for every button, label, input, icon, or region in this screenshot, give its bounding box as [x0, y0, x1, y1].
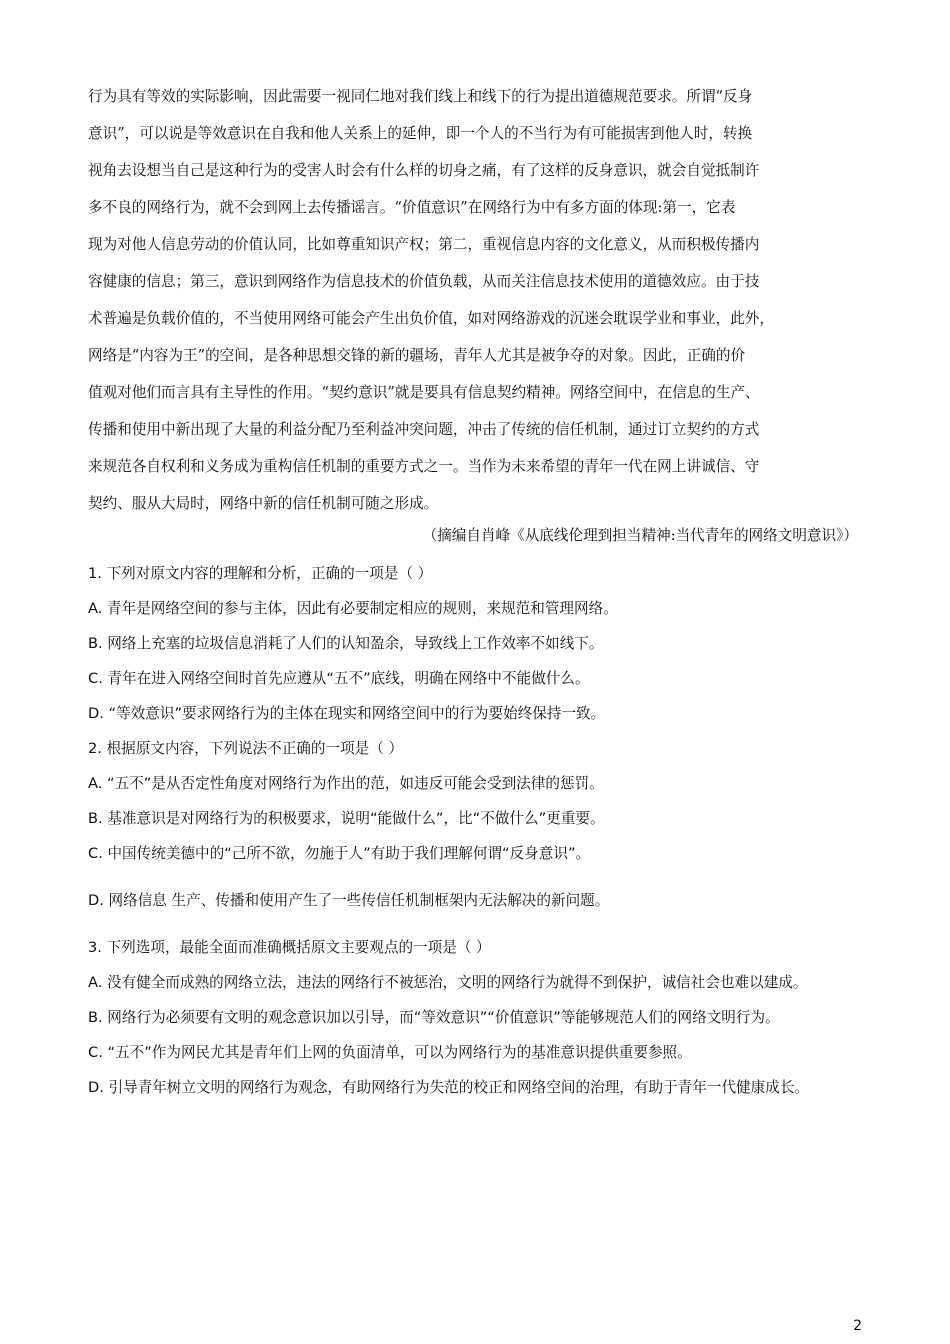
option-d: D. “等效意识”要求网络行为的主体在现实和网络空间中的行为要始终保持一致。: [88, 705, 606, 722]
question-1: [88, 556, 870, 731]
option-a: A. 青年是网络空间的参与主体，因此有必要制定相应的规则，来规范和管理网络。: [88, 600, 618, 617]
question-list: [88, 556, 870, 1105]
passage-line: 来规范各自权利和义务成为重构信任机制的重要方式之一。当作为未来希望的青年一代在网上讲诚信、守: [88, 458, 760, 475]
option-a: A. “五不”是从否定性角度对网络行为作出的范，如违反可能会受到法律的惩罚。: [88, 775, 604, 792]
passage-line: 容健康的信息；第三，意识到网络作为信息技术的价值负载，从而关注信息技术使用的道德效应。由于技: [88, 273, 760, 290]
passage-line: 值观对他们而言具有主导性的作用。“契约意识”就是要具有信息契约精神。网络空间中，在信息的生产、: [88, 384, 760, 401]
option-b: B. 网络行为必须要有文明的观念意识加以引导，而“等效意识”“价值意识”等能够规范人们的网络文明行为。: [88, 1009, 780, 1026]
passage-line: 视角去设想当自己是这种行为的受害人时会有什么样的切身之痛，有了这样的反身意识，就会自觉抵制许: [88, 162, 760, 179]
question-stem: 2. 根据原文内容，下列说法不正确的一项是（ ）: [88, 740, 404, 757]
option-c: C. 青年在进入网络空间时首先应遵从“五不”底线，明确在网络中不能做什么。: [88, 670, 590, 687]
page-number: 2: [853, 1318, 862, 1334]
option-c: C. “五不”作为网民尤其是青年们上网的负面清单，可以为网络行为的基准意识提供重要参照。: [88, 1044, 692, 1061]
question-2: [88, 731, 870, 930]
passage-line: 传播和使用中新出现了大量的利益分配乃至利益冲突问题，冲击了传统的信任机制，通过订立契约的方式: [88, 421, 760, 438]
passage-source: （摘编自肖峰《从底线伦理到担当精神:当代青年的网络文明意识》）: [422, 527, 858, 544]
option-b: B. 网络上充塞的垃圾信息消耗了人们的认知盈余，导致线上工作效率不如线下。: [88, 635, 604, 652]
passage-text: [88, 78, 868, 522]
option-c: C. 中国传统美德中的“己所不欲，勿施于人”有助于我们理解何谓“反身意识”。: [88, 845, 591, 862]
passage-line: 契约、服从大局时，网络中新的信任机制可随之形成。: [88, 495, 439, 512]
passage-line: 术普遍是负载价值的，不当使用网络可能会产生出负价值，如对网络游戏的沉迷会耽误学业和事业，此外，: [88, 310, 774, 327]
option-a: A. 没有健全而成熟的网络立法，违法的网络行不被惩治，文明的网络行为就得不到保护，诚信社会也难以建成。: [88, 974, 808, 991]
question-3: [88, 930, 870, 1105]
question-stem: 3. 下列选项，最能全面而准确概括原文主要观点的一项是（ ）: [88, 939, 491, 956]
passage-line: 意识”，可以说是等效意识在自我和他人关系上的延伸，即一个人的不当行为有可能损害到他人时，转换: [88, 125, 753, 142]
question-stem: 1. 下列对原文内容的理解和分析，正确的一项是（ ）: [88, 565, 433, 582]
option-b: B. 基准意识是对网络行为的积极要求，说明“能做什么”，比“不做什么”更重要。: [88, 810, 605, 827]
passage-line: 网络是“内容为王”的空间，是各种思想交锋的新的疆场，青年人尤其是被争夺的对象。因此，正确的价: [88, 347, 746, 364]
passage-line: 行为具有等效的实际影响，因此需要一视同仁地对我们线上和线下的行为提出道德规范要求。所谓“反身: [88, 88, 753, 105]
passage-line: 现为对他人信息劳动的价值认同，比如尊重知识产权；第二，重视信息内容的文化意义，从而积极传播内: [88, 236, 760, 253]
option-d: D. 引导青年树立文明的网络行为观念，有助网络行为失范的校正和网络空间的治理，有助于青年一代健康成长。: [88, 1079, 810, 1096]
passage-line: 多不良的网络行为，就不会到网上去传播谣言。“价值意识”在网络行为中有多方面的体现:第一，它表: [88, 199, 736, 216]
option-d: D. 网络信息 生产、传播和使用产生了一些传信任机制框架内无法解决的新问题。: [88, 892, 610, 909]
